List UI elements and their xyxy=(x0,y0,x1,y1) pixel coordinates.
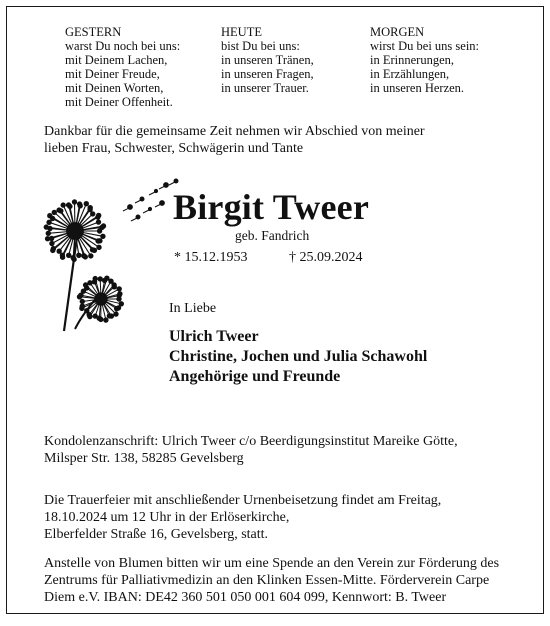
poem-line: bist Du bei uns: xyxy=(221,39,314,53)
poem-line: in Erzählungen, xyxy=(370,67,479,81)
poem-heading: HEUTE xyxy=(221,25,314,39)
deceased-name: Birgit Tweer xyxy=(173,187,369,227)
intro-text: Dankbar für die gemeinsame Zeit nehmen wir Abschied von meiner lieben Frau, Schwester, Schwägerin und Tante xyxy=(44,123,484,157)
poem-line: in unseren Herzen. xyxy=(370,81,479,95)
poem-heading: MORGEN xyxy=(370,25,479,39)
obituary-notice xyxy=(6,6,544,614)
poem-line: in unseren Tränen, xyxy=(221,53,314,67)
funeral-service-info: Die Trauerfeier mit anschließender Urnenbeisetzung findet am Freitag, 18.10.2024 um 12 Uhr in der Erlöserkirche, Elberfelder Straße 16, Gevelsberg, statt. xyxy=(44,492,441,543)
mourner: Angehörige und Freunde xyxy=(169,367,427,387)
poem-column-today xyxy=(221,25,314,95)
poem-column-yesterday xyxy=(65,25,180,109)
poem-line: mit Deinem Lachen, xyxy=(65,53,180,67)
poem-column-tomorrow xyxy=(370,25,479,95)
poem-line: in unserer Trauer. xyxy=(221,81,314,95)
poem-line: warst Du noch bei uns: xyxy=(65,39,180,53)
mourner: Christine, Jochen und Julia Schawohl xyxy=(169,347,427,367)
mourner: Ulrich Tweer xyxy=(169,327,427,347)
condolence-address: Kondolenzanschrift: Ulrich Tweer c/o Beerdigungsinstitut Mareike Götte, Milsper Str. 138, 58285 Gevelsberg xyxy=(44,433,458,467)
dandelion-icon xyxy=(31,169,181,333)
signoff-greeting: In Liebe xyxy=(169,301,216,317)
poem-line: mit Deiner Freude, xyxy=(65,67,180,81)
poem-line: in Erinnerungen, xyxy=(370,53,479,67)
poem-line: mit Deinen Worten, xyxy=(65,81,180,95)
mourners-list xyxy=(169,327,427,387)
maiden-name: geb. Fandrich xyxy=(235,228,309,244)
birth-date: * 15.12.1953 xyxy=(174,250,248,266)
poem-heading: GESTERN xyxy=(65,25,180,39)
poem-line: in unseren Fragen, xyxy=(221,67,314,81)
death-date: † 25.09.2024 xyxy=(289,250,363,266)
donation-request: Anstelle von Blumen bitten wir um eine Spende an den Verein zur Förderung des Zentrums für Palliativmedizin an den Klinken Essen-Mitte. Förderverein Carpe Diem e.V. IBAN: DE42 360 501 050 001 604 099, Kennwort: B. Tweer xyxy=(44,555,499,606)
poem-line: mit Deiner Offenheit. xyxy=(65,95,180,109)
poem-line: wirst Du bei uns sein: xyxy=(370,39,479,53)
